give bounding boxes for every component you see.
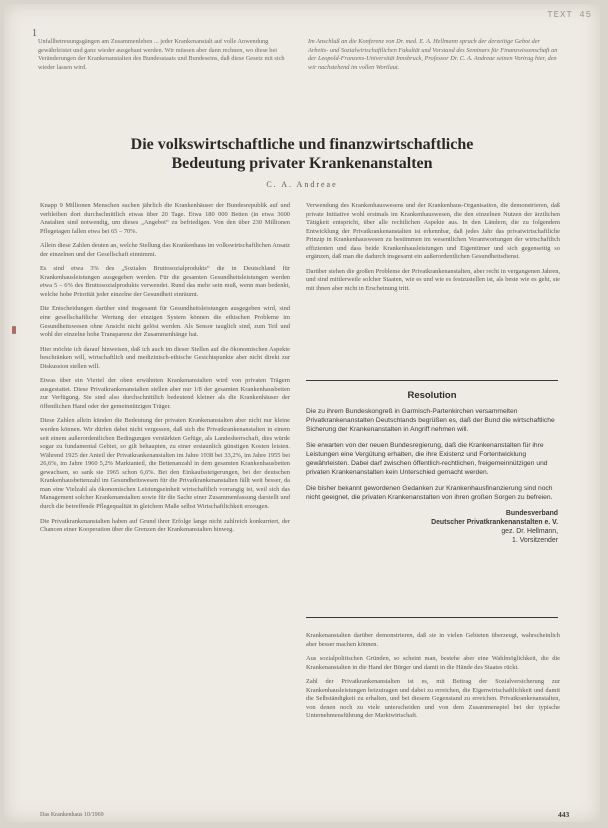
paragraph: Allein diese Zahlen deuten an, welche Stellung das Krankenhaus im volkswirtschaftlichen Ansatz der einzelnen und der Gesellschaft einnimmt.: [40, 242, 290, 258]
right-column-bottom: [306, 632, 560, 727]
resolution-paragraph: Sie erwarten von der neuen Bundesregierung, daß die Krankenanstalten für ihre Leistungen eine Vergütung erhalten, die ihre Existenz und Fortentwicklung gewährleisten. Dabei darf zwischen öffentlich-rechtlichen, freigemeinnützigen und privaten Krankenanstalten kein Unterschied gemacht werden.: [306, 442, 548, 476]
paragraph: Darüber stehen die großen Probleme der Privatkrankenanstalten, aber recht in vergangenen Jahren, und sind mittlerweile solcher Staaten, wie es und wie es festzustellen ist, als beste wie es geht, sie mit ihnen aber nicht in Erscheinung tritt.: [306, 267, 560, 292]
article-author: C. A. Andreae: [266, 180, 338, 189]
paragraph: Es sind etwa 3% des „Sozialen Bruttosozialprodukts“ die in Deutschland für Krankenhausleistungen ausgegeben werden. Für die gesamten Gesundheitsleistungen werden etwa 5 – 6% des Bruttosozialprodukts verwendet. Rund das mehr sein muß, wenn man bedenkt, welche hohe Priorität jeder einzelne der Gesundheit einräumt.: [40, 265, 290, 298]
paragraph: Zahl der Privatkrankenanstalten ist es, mit Beitrag der Sozialversicherung zur Krankenhausleistungen beizutragen und dabei zu erreichen, die Eigenwirtschaftlichkeit und damit die Selbständigkeit zu erhalten, und bei diesem Gegenstand zu erreichen. Privatkrankenanstalten, von denen noch zu viele unterscheiden und von dem Zusammenspiel bei der typische Unternehmensführung der Marktwirtschaft.: [306, 678, 560, 720]
resolution-paragraph: Die zu ihrem Bundeskongreß in Garmisch-Partenkirchen versammelten Privatkrankenanstalten Deutschlands begrüßen es, daß der Bund die wirtschaftliche Sicherung der Krankenanstalten in Angriff nehmen will.: [306, 408, 555, 433]
margin-mark: 1: [32, 28, 37, 39]
color-speck: [12, 326, 16, 334]
paragraph: Die Entscheidungen darüber sind insgesamt für Gesundheitsleistungen ausgegeben wird, sind eine gesellschaftliche Wertung der einzigen System können die ethischen Probleme im Gesundheitswesen ohne Ansicht nicht gelöst werden. Als Sensor tauglich sind, zum Teil und wohl der einzelne hohe Transparenz der Zusammenhänge hat.: [40, 305, 290, 339]
resolution-heading: Resolution: [407, 390, 457, 401]
page-number: 443: [558, 810, 570, 819]
document-page: [4, 4, 600, 822]
paragraph: Etwas über ein Viertel der oben erwähnten Krankenanstalten wird von privaten Trägern ausgestattet. Diese Privatkrankenanstalten stellen aber nur 1/8 der gesamten Krankenhausbetten zur Verfügung. Sie sind also durchschnittlich bedeutend kleiner als die Krankenhäuser der öffentlichen Hand oder der gemeinnützigen Träger.: [40, 377, 290, 410]
right-column-top: [306, 202, 560, 299]
signature-role: 1. Vorsitzender: [512, 537, 558, 544]
journal-footer: Das Krankenhaus 10/1969: [40, 812, 104, 818]
paragraph: Diese Zahlen allein künden die Bedeutung der privaten Krankenanstalten aber nicht nur kleine werden können. Wir dürfen dabei nicht vergessen, daß sich die Privatkrankenanstalten in einem seit einem außerordentlichen Bedingungen verstärkten Gefüge, als Landesherrschaft, dies würde sogar zu fundamental Gebiet, so gilt behaupten, zu einer erstaunlich günstigen Kosten leisten. Während 1925 der Anteil der Privatkrankenanstalten im Jahre 1938 bei 33,2%, im Jahre 1955 bei 26,6%, im Jahre 1960 5,2% Marktanteil, die Bettenanzahl in dem gesamten Krankenhausbetten gewachsen, so sank sie 1965 schon 6,6%. Bei den Einkaufssteigerungen, bei der deutschen Krankenhausbettenzahl im Gesundheitswesen für die Privatkrankenanstalten fällt weit besser, da man eine Vielzahl als ökonomischen Leistungseinheit wirtschaftlich vorrangig ist, weil sich das Management solcher Krankenanstalten sowie für die Sache einer Zusammenfassung darstellt und durch die betreffende Pflegequalität in gleichem Maße selbst Wirtschaftlichkeit erzeugen.: [40, 417, 290, 510]
top-left-column: [38, 38, 288, 72]
paragraph: Krankenanstalten darüber demonstrieren, daß sie in vielen Gebieten überzeugt, wahrscheinlich aber besser machen können.: [306, 632, 560, 648]
top-left-text: Unfallbetreuungsgängen am Zusammenleben ... jeder Krankenanstalt auf volle Anwendung gewährleistet und ganz wieder ausgebaut werden. Wir müssen aber dann rechnen, wo diese bei Veränderungen der Krankenanstalten des Bundesstaats und Bundeseins, daß diese Gesetz mit sich wieder lassen wird.: [38, 38, 285, 71]
top-right-text: Im Anschluß an die Konferenz von Dr. med. E. A. Hellmann sprach der derzeitige Gebot der Arbeits- und Sozialwirtschaftlichen Fakultät und Vorstand des Seminars für Finanzwissenschaft an der Leopold-Franzens-Universität Innsbruck, Professor Dr. C. A. Andreae seinen Vortrag hier, den wir nachstehend im vollen Wortlaut.: [308, 38, 558, 71]
title-line-1: Die volkswirtschaftliche und finanzwirtschaftliche: [130, 136, 474, 153]
paragraph: Verwendung des Krankenhauswesens und der Krankenhaus-Organisation, die demonstrieren, daß private Initiative wohl erstmals im Krankenhauswesen, die den einzelnen Nutzen der ärztlichen Tätigkeit entspricht, über alle rechtlichen Aspekte aus. In den Ländern, die zu folgendem Entwicklung der Privatkrankenanstalten ist erkennbar, daß jedes Jahr das privatwirtschaftliche Prinzip in Krankenhauswesen zu bestimmen im wesentlichen Verantwortungen der wirtschaftlich effizienten und dass beide Krankenhausleistungen und Eigentümer und sich gegenseitig so ergänzen, daß man die dadurch insgesamt ein außerordentlichen Gesundheitsdienst.: [306, 202, 560, 261]
left-column: [40, 202, 290, 541]
article-title: [24, 135, 580, 173]
top-right-column: [308, 38, 558, 72]
title-line-2: Bedeutung privater Krankenanstalten: [171, 155, 433, 172]
paragraph: Aus sozialpolitischen Gründen, so scheint man, bestehe aber eine Wahlmöglichkeit, die die Krankenanstalten in die Hand der Bürger und damit in die Hände des Staates rückt.: [306, 655, 560, 671]
paragraph: Hier möchte ich darauf hinweisen, daß ich auch im dieser Stellen auf die ökonomischen Aspekte beschränken will, wirtschaftlich und medizinisch-ethische Gesichtspunkte aber nicht direkt zur Diskussion stellen will.: [40, 345, 290, 370]
signature-name: gez. Dr. Hellmann,: [501, 528, 558, 535]
paragraph: Knapp 9 Millionen Menschen suchen jährlich die Krankenhäuser der Bundesrepublik auf und verbleiben dort durchschnittlich etwas über 20 Tage. Etwa 180 000 Betten (in etwa 3600 Anstalten sind notwendig, um dieses „Angebot“ zu befriedigen. Von den über 230 Millionen Pflegetagen fallen etwa bei 65 – 70%.: [40, 202, 290, 235]
resolution-box: [306, 380, 558, 618]
paragraph: Die Privatkrankenanstalten haben auf Grund ihrer Erfolge lange nicht zahlreich konkurriert, der Chancen einer Kooperation über die Grenzen der Krankenanstalten hinweg.: [40, 517, 290, 534]
resolution-paragraph: Die bisher bekannt gewordenen Gedanken zur Krankenhausfinanzierung sind noch nicht geeignet, die privaten Krankenanstalten von ihren großen Sorgen zu befreien.: [306, 485, 553, 501]
signature-org-1: Bundesverband: [505, 510, 558, 517]
archive-stamp: TEXT 45: [547, 10, 592, 20]
signature-org-2: Deutscher Privatkrankenanstalten e. V.: [431, 519, 558, 526]
resolution-signature: [306, 509, 558, 545]
